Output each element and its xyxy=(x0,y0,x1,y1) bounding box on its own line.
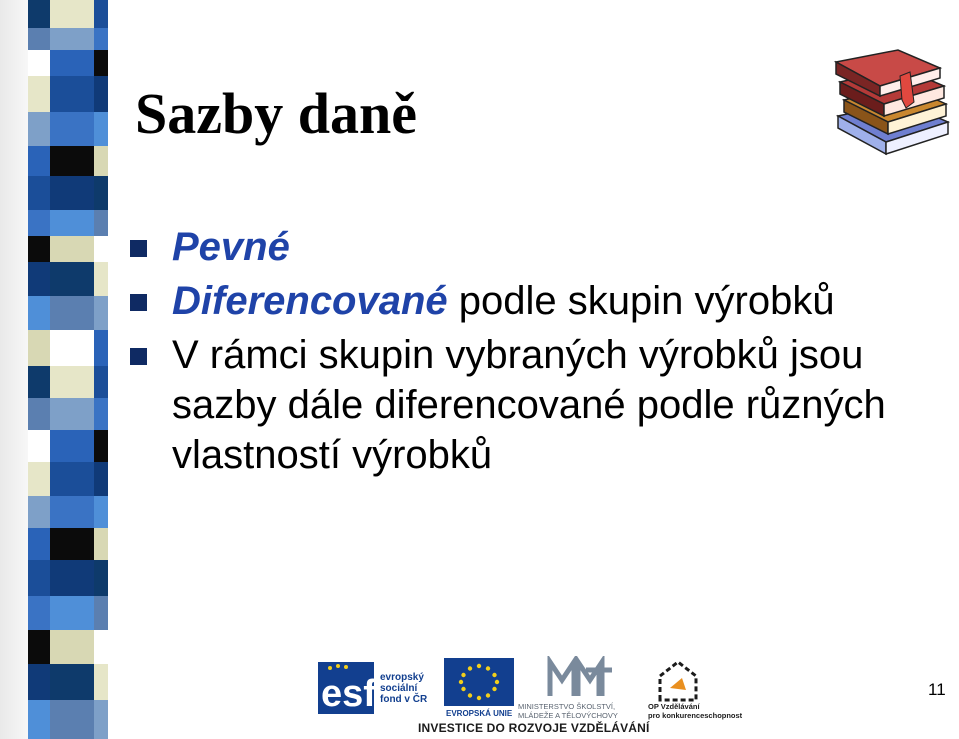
bullet-text: V rámci skupin vybraných výrobků jsou sazby dále diferencované podle různých vlastností výrobků xyxy=(172,333,886,477)
msmt-label-line: MLÁDEŽE A TĚLOVÝCHOVY xyxy=(518,711,618,720)
bullet-emphasis: Pevné xyxy=(172,225,290,269)
op-label xyxy=(648,702,742,720)
bullet-square-icon xyxy=(130,240,147,257)
stripe-cell xyxy=(28,560,50,596)
stripe-cell xyxy=(94,210,108,236)
eu-flag-icon xyxy=(444,658,514,706)
stripe-cell xyxy=(94,528,108,560)
esf-label-line: sociální xyxy=(380,683,418,694)
stripe-cell xyxy=(50,112,94,146)
stripe-cell xyxy=(94,398,108,430)
stripe-cell xyxy=(28,330,50,366)
decorative-stripe-band xyxy=(0,0,108,739)
esf-label-line: fond v ČR xyxy=(380,694,428,705)
stripe-cell xyxy=(28,0,50,28)
stripe-cell xyxy=(28,596,50,630)
stripe-cell xyxy=(94,496,108,528)
bullet-emphasis: Diferencované xyxy=(172,279,448,323)
stripe-cell xyxy=(50,176,94,210)
bullet-item-pevne xyxy=(130,222,955,272)
stripe-cell xyxy=(28,700,50,739)
stripe-cell xyxy=(50,664,94,700)
stripe-cell xyxy=(94,262,108,296)
stripe-cell xyxy=(50,296,94,330)
stripe-cell xyxy=(94,0,108,28)
stripe-cell xyxy=(28,664,50,700)
slide-title: Sazby daně xyxy=(135,81,418,146)
stripe-cell xyxy=(94,596,108,630)
page-number: 11 xyxy=(928,680,946,699)
stripe-cell xyxy=(50,560,94,596)
stripe-cell xyxy=(28,528,50,560)
svg-text:esf: esf xyxy=(321,673,376,715)
stripe-cell xyxy=(50,366,94,398)
stripe-cell xyxy=(50,236,94,262)
stripe-cell xyxy=(28,630,50,664)
stripe-cell xyxy=(94,50,108,76)
stripe-cell xyxy=(28,296,50,330)
stripe-cell xyxy=(94,462,108,496)
stripe-cell xyxy=(50,596,94,630)
stripe-cell xyxy=(28,236,50,262)
stripe-cell xyxy=(50,0,94,28)
stripe-cell xyxy=(28,462,50,496)
stripe-cell xyxy=(50,210,94,236)
stripe-cell xyxy=(94,366,108,398)
stripe-cell xyxy=(94,630,108,664)
stripe-cell xyxy=(50,430,94,462)
stripe-cell xyxy=(50,28,94,50)
stripe-cell xyxy=(28,146,50,176)
stripe-cell xyxy=(94,176,108,210)
stripe-cell xyxy=(50,462,94,496)
stripe-cell xyxy=(94,146,108,176)
stripe-cell xyxy=(94,296,108,330)
stripe-cell xyxy=(50,398,94,430)
bullet-list xyxy=(130,222,955,480)
bullet-item-diferencovane xyxy=(130,276,955,326)
stripe-cell xyxy=(28,76,50,112)
stripe-cell xyxy=(28,28,50,50)
stripe-cell xyxy=(50,76,94,112)
stripe-cell xyxy=(28,112,50,146)
esf-label xyxy=(380,672,427,705)
stripe-cell xyxy=(50,528,94,560)
stripe-cell xyxy=(94,112,108,146)
stripe-cells xyxy=(28,0,108,739)
bullet-square-icon xyxy=(130,294,147,311)
footer-caption: INVESTICE DO ROZVOJE VZDĚLÁVÁNÍ xyxy=(418,721,650,735)
stripe-cell xyxy=(50,50,94,76)
stripe-cell xyxy=(28,262,50,296)
stripe-cell xyxy=(28,430,50,462)
stripe-cell xyxy=(94,700,108,739)
op-vk-logo-icon xyxy=(652,658,704,704)
op-label-line: OP Vzdělávání xyxy=(648,702,700,711)
msmt-label xyxy=(518,702,618,720)
stripe-cell xyxy=(28,398,50,430)
stripe-cell xyxy=(28,496,50,528)
bullet-item-v-ramci-skupin xyxy=(130,330,955,480)
stripe-cell xyxy=(50,146,94,176)
stripe-cell xyxy=(94,76,108,112)
stripe-cell xyxy=(28,50,50,76)
stripe-cell xyxy=(50,496,94,528)
books-clipart-icon xyxy=(830,46,952,158)
bullet-square-icon xyxy=(130,348,147,365)
stripe-cell xyxy=(94,236,108,262)
stripe-cell xyxy=(94,664,108,700)
stripe-cell xyxy=(94,430,108,462)
bullet-text: podle skupin výrobků xyxy=(447,279,835,323)
stripe-cell xyxy=(50,630,94,664)
msmt-label-line: MINISTERSTVO ŠKOLSTVÍ, xyxy=(518,702,616,711)
stripe-cell xyxy=(94,560,108,596)
eu-label: EVROPSKÁ UNIE xyxy=(446,709,513,718)
footer-logos xyxy=(318,652,743,737)
esf-label-line: evropský xyxy=(380,672,424,683)
stripe-cell xyxy=(28,210,50,236)
stripe-cell xyxy=(50,262,94,296)
op-label-line: pro konkurenceschopnost xyxy=(648,711,743,720)
stripe-cell xyxy=(28,366,50,398)
msmt-logo-icon xyxy=(546,656,616,700)
stripe-cell xyxy=(50,700,94,739)
stripe-cell xyxy=(94,330,108,366)
stripe-shadow xyxy=(0,0,28,739)
stripe-cell xyxy=(94,28,108,50)
stripe-cell xyxy=(50,330,94,366)
stripe-cell xyxy=(28,176,50,210)
